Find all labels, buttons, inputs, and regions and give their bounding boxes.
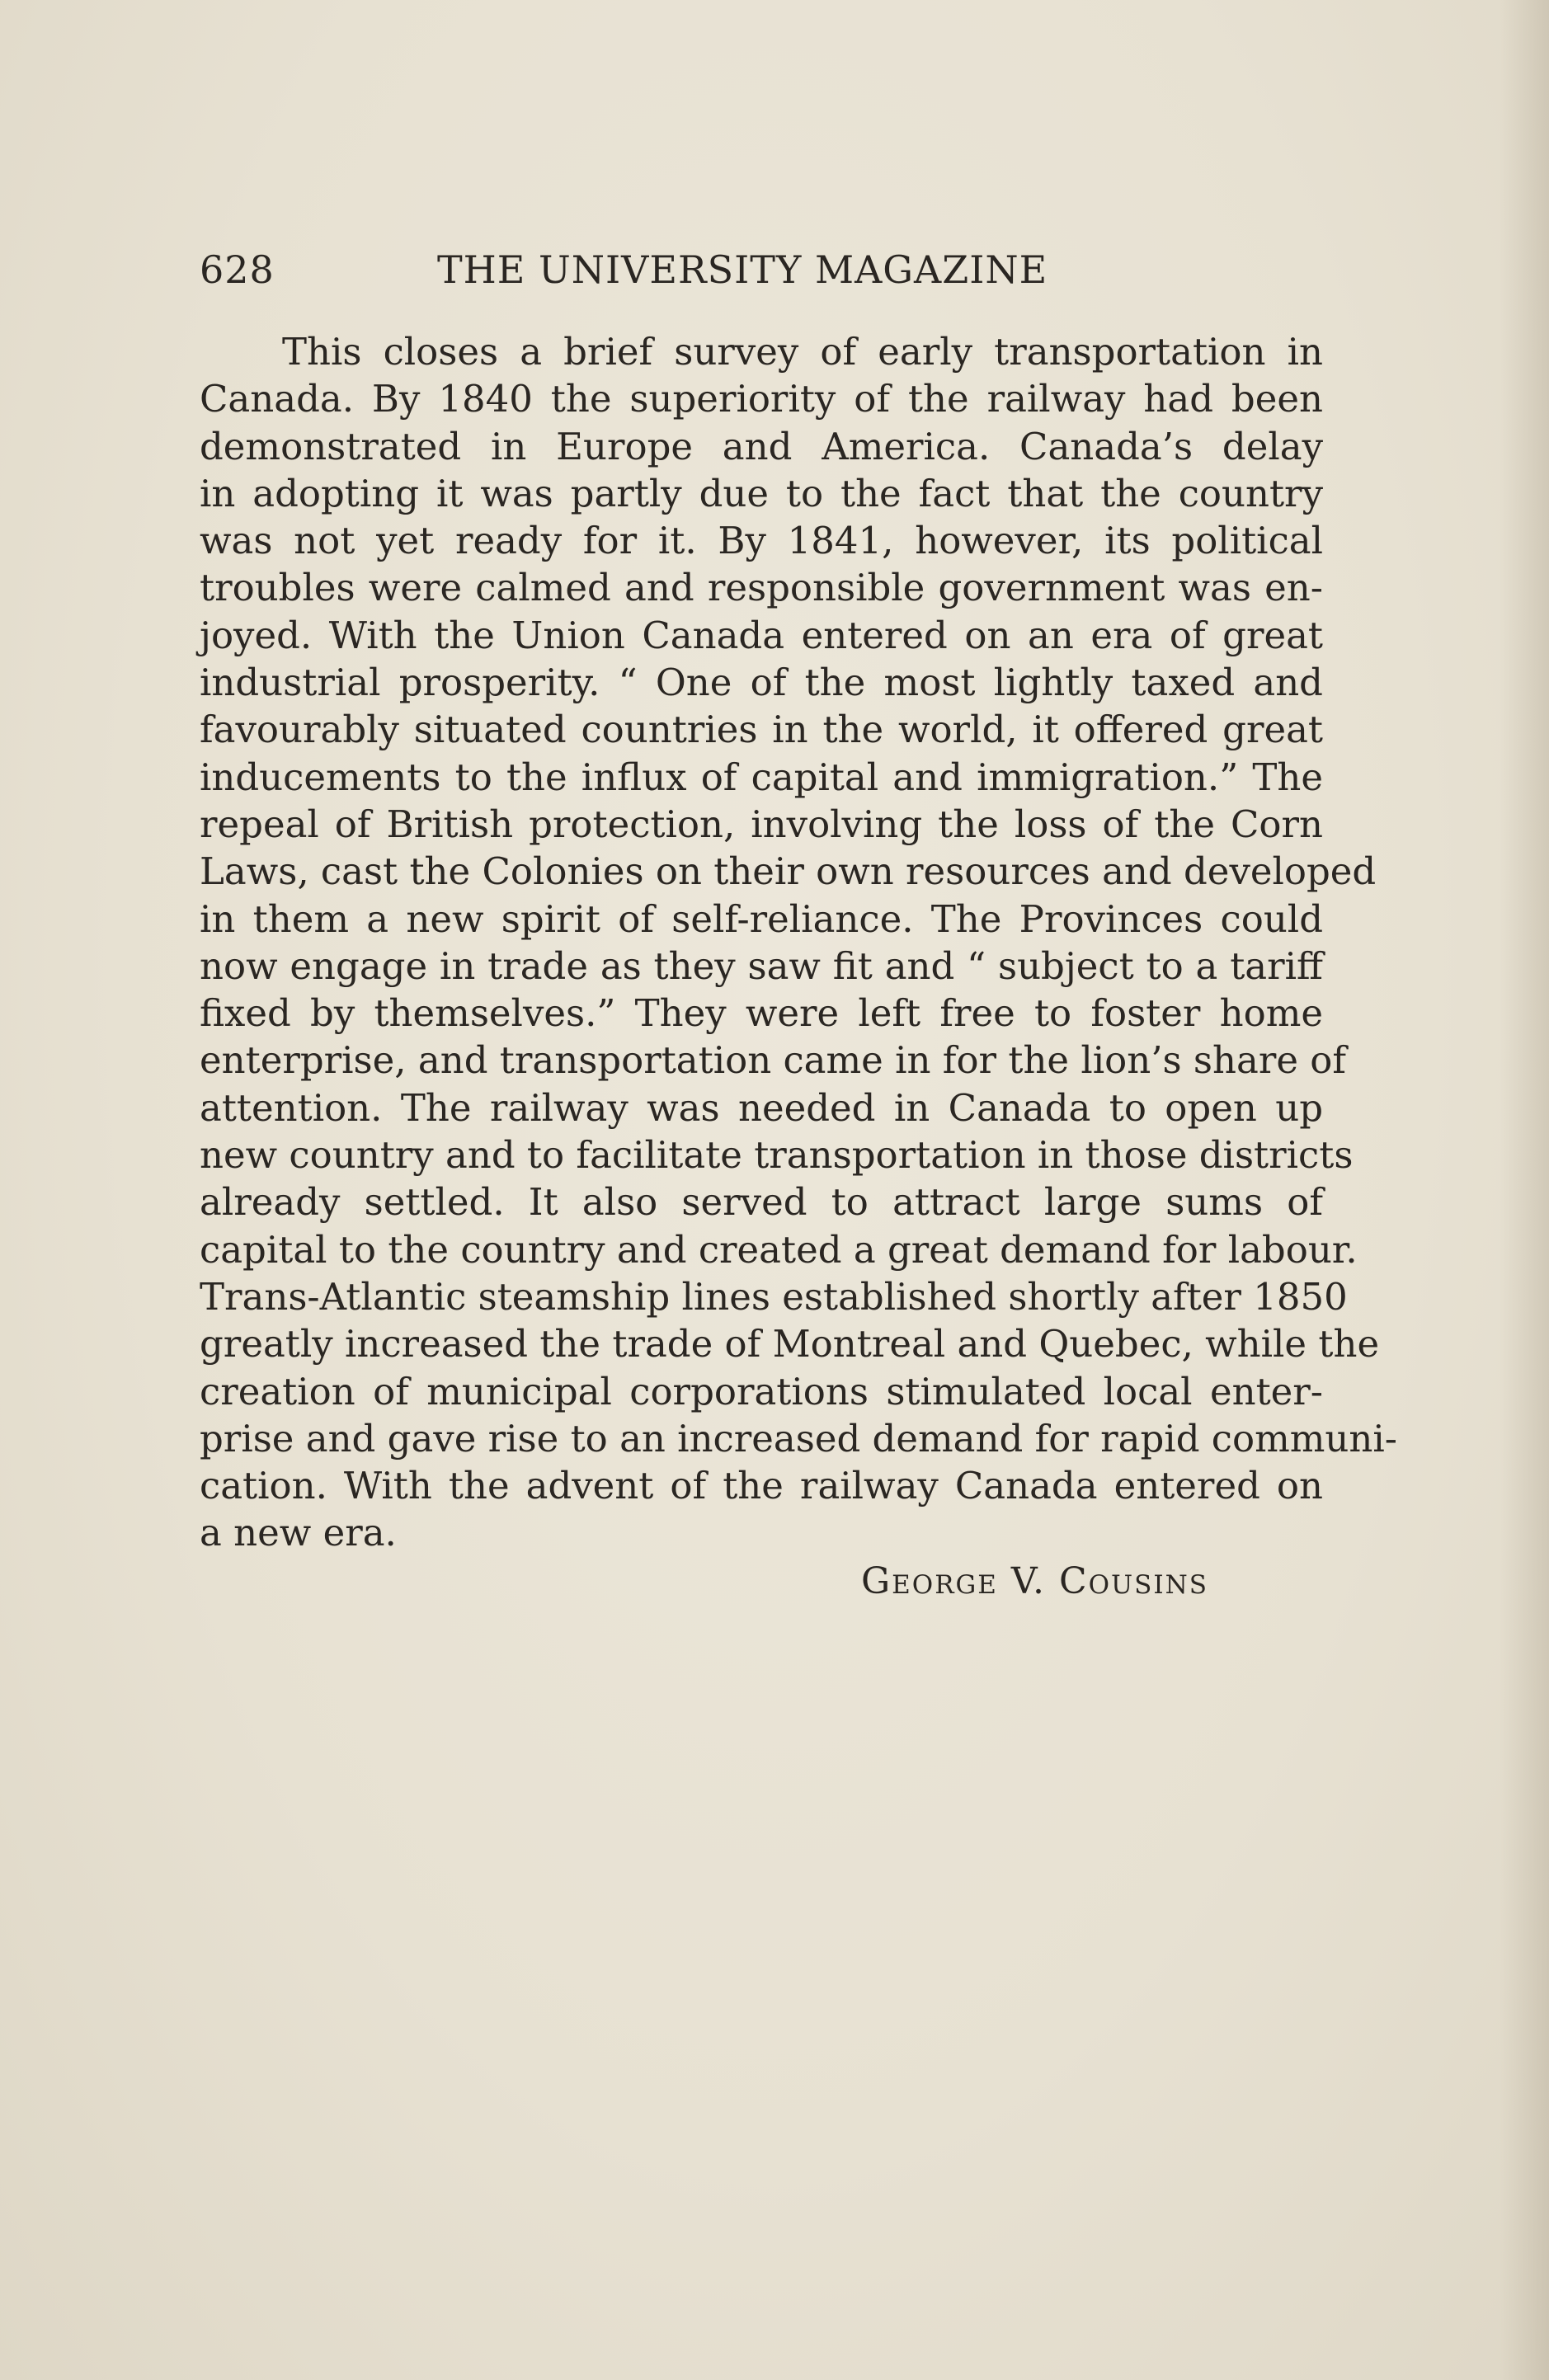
text-line: greatly increased the trade of Montreal and Quebec, while the (200, 1322, 1380, 1366)
text-line: This closes a brief survey of early transportation in (282, 330, 1323, 374)
text-line: attention. The railway was needed in Canada to open up (200, 1085, 1323, 1130)
text-line: fixed by themselves.” They were left free to foster home (200, 991, 1323, 1036)
author-signature: George V. Cousins (861, 1560, 1209, 1602)
text-line: a new era. (200, 1511, 397, 1555)
text-line: capital to the country and created a great demand for labour. (200, 1227, 1358, 1272)
text-line: prise and gave rise to an increased demand for rapid communi- (200, 1416, 1397, 1460)
text-line: in adopting it was partly due to the fact that the country (200, 471, 1323, 515)
text-line: Trans-Atlantic steamship lines established shortly after 1850 (200, 1274, 1348, 1319)
text-line: enterprise, and transportation came in for the lion’s share of (200, 1038, 1347, 1083)
text-line: joyed. With the Union Canada entered on an era of great (200, 613, 1323, 657)
text-line: in them a new spirit of self-reliance. The Provinces could (200, 896, 1323, 941)
text-line: now engage in trade as they saw fit and “ subject to a tariff (200, 943, 1323, 988)
text-line: troubles were calmed and responsible government was en- (200, 566, 1323, 610)
text-line: demonstrated in Europe and America. Canada’s delay (200, 424, 1323, 468)
page-number: 628 (200, 247, 275, 292)
text-line: inducements to the influx of capital and immigration.” The (200, 755, 1323, 799)
text-line: Canada. By 1840 the superiority of the railway had been (200, 377, 1323, 421)
magazine-title: THE UNIVERSITY MAGAZINE (437, 247, 1048, 292)
text-line: repeal of British protection, involving the loss of the Corn (200, 802, 1323, 846)
running-head (200, 247, 1321, 297)
text-line: industrial prosperity. “ One of the most lightly taxed and (200, 661, 1323, 705)
page-edge-shadow (1500, 0, 1549, 2380)
text-line: was not yet ready for it. By 1841, however, its political (200, 519, 1323, 563)
text-line: new country and to facilitate transportation in those districts (200, 1133, 1354, 1178)
text-line: creation of municipal corporations stimulated local enter- (200, 1369, 1323, 1413)
text-line: Laws, cast the Colonies on their own resources and developed (200, 849, 1377, 894)
text-line: already settled. It also served to attract large sums of (200, 1180, 1323, 1225)
text-line: favourably situated countries in the world, it offered great (200, 708, 1323, 752)
article-paragraph (200, 328, 1397, 1557)
text-line: cation. With the advent of the railway Canada entered on (200, 1464, 1323, 1508)
